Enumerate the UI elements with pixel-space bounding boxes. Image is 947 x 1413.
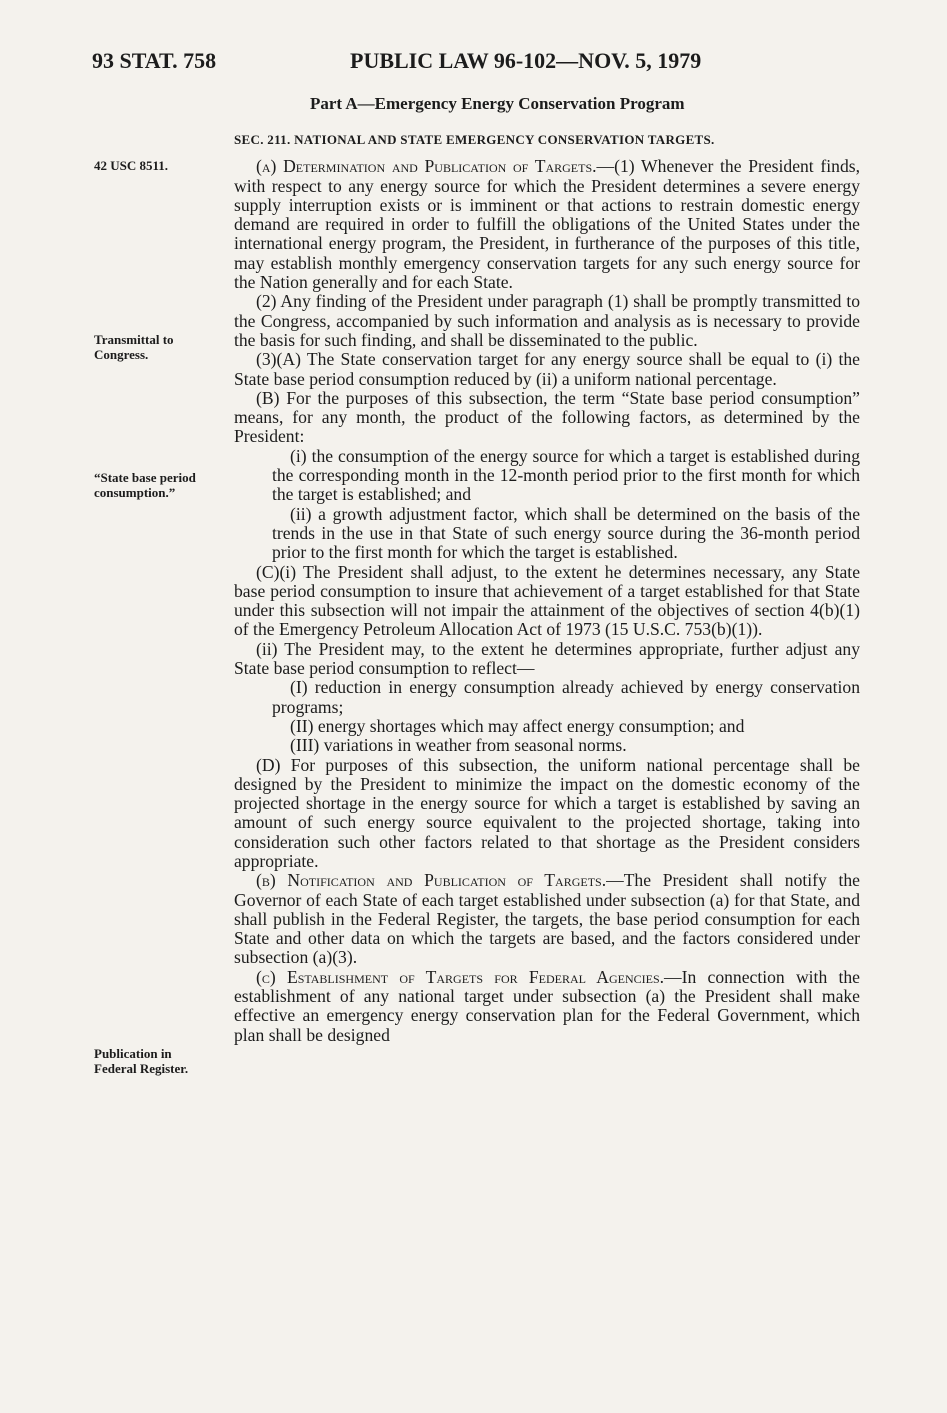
page-header xyxy=(0,48,947,78)
stat-page-number: 93 STAT. 758 xyxy=(92,48,217,73)
para-c xyxy=(234,968,860,1045)
margin-note-usc: 42 USC 8511. xyxy=(94,158,169,173)
para-a3B-ii: (ii) a growth adjustment factor, which shall be determined on the basis of the trends in the use in that State of such energy source during the 36-month period prior to the first month for which the target is established. xyxy=(272,503,860,563)
para-c-text: —In connection with the establishment of any national target under subsection (a) the President shall make effective an emergency energy conservation plan for the Federal Government, which plan shall be designed xyxy=(234,966,860,1045)
subsection-b-heading: (b) Notification and Publication of Targets. xyxy=(256,870,607,891)
para-a1 xyxy=(234,157,860,292)
public-law-citation: PUBLIC LAW 96-102—NOV. 5, 1979 xyxy=(350,48,702,73)
section-body xyxy=(234,130,860,1045)
para-a3B-i: (i) the consumption of the energy source for which a target is established during the corresponding month in the 12-month period prior to the first month for which the target is established; and xyxy=(272,445,860,505)
para-a3C-III: (III) variations in weather from seasonal norms. xyxy=(290,735,627,756)
para-a3D: (D) For purposes of this subsection, the uniform national percentage shall be designed by the President to minimize the impact on the domestic economy of the projected shortage in the energy source for which a target is established by saving an amount of such energy source equivalent to the projected shortage, taking into consideration such other factors related to that shortage as the President considers appropriate. xyxy=(234,754,860,871)
para-a3B: (B) For the purposes of this subsection, the term “State base period consumption” means, for any month, the product of the following factors, as determined by the President: xyxy=(234,387,860,447)
margin-note-transmittal: Transmittal to Congress. xyxy=(94,332,174,362)
part-title: Part A—Emergency Energy Conservation Program xyxy=(310,94,685,113)
margin-note-state-base: “State base period consumption.” xyxy=(94,470,196,500)
para-a3C-i: (C)(i) The President shall adjust, to the extent he determines necessary, any State base period consumption to insure that achievement of a target established for that State under this subsection will not impair the attainment of the objectives of section 4(b)(1) of the Emergency Petroleum Allocation Act of 1973 (15 U.S.C. 753(b)(1)). xyxy=(234,561,860,640)
subsection-a-heading: (a) Determination and Publication of Targets. xyxy=(256,156,597,177)
para-b xyxy=(234,871,860,967)
para-a3C-I: (I) reduction in energy consumption already achieved by energy conservation programs; xyxy=(272,677,860,717)
para-a2: (2) Any finding of the President under paragraph (1) shall be promptly transmitted to the Congress, accompanied by such information and analysis as is necessary to provide the basis for such finding, and shall be disseminated to the public. xyxy=(234,291,860,350)
para-a1-text: —(1) Whenever the President finds, with respect to any energy source for which the President determines a severe energy supply interruption exists or is imminent or that actions to restrain domestic energy demand are required in order to fulfill the obligations of the United States under the international energy program, the President, in furtherance of the purposes of this title, may establish monthly emergency conservation targets for any such energy source for the Nation generally and for each State. xyxy=(234,156,860,293)
section-heading: SEC. 211. NATIONAL AND STATE EMERGENCY CONSERVATION TARGETS. xyxy=(234,132,715,147)
para-a3C-II: (II) energy shortages which may affect energy consumption; and xyxy=(290,715,745,736)
subsection-c-heading: (c) Establishment of Targets for Federal Agencies. xyxy=(256,966,665,987)
para-a3A: (3)(A) The State conservation target for any energy source shall be equal to (i) the State base period consumption reduced by (ii) a uniform national percentage. xyxy=(234,349,860,389)
margin-note-publication: Publication in Federal Register. xyxy=(94,1046,189,1076)
para-b-text: —The President shall notify the Governor of each State of each target established under subsection (a) for that State, and shall publish in the Federal Register, the targets, the base period consumption for each State and other data on which the targets are based, and the factors considered under subsection (a)(3). xyxy=(234,870,860,968)
para-a3C-ii: (ii) The President may, to the extent he determines appropriate, further adjust any State base period consumption to reflect— xyxy=(234,638,860,679)
